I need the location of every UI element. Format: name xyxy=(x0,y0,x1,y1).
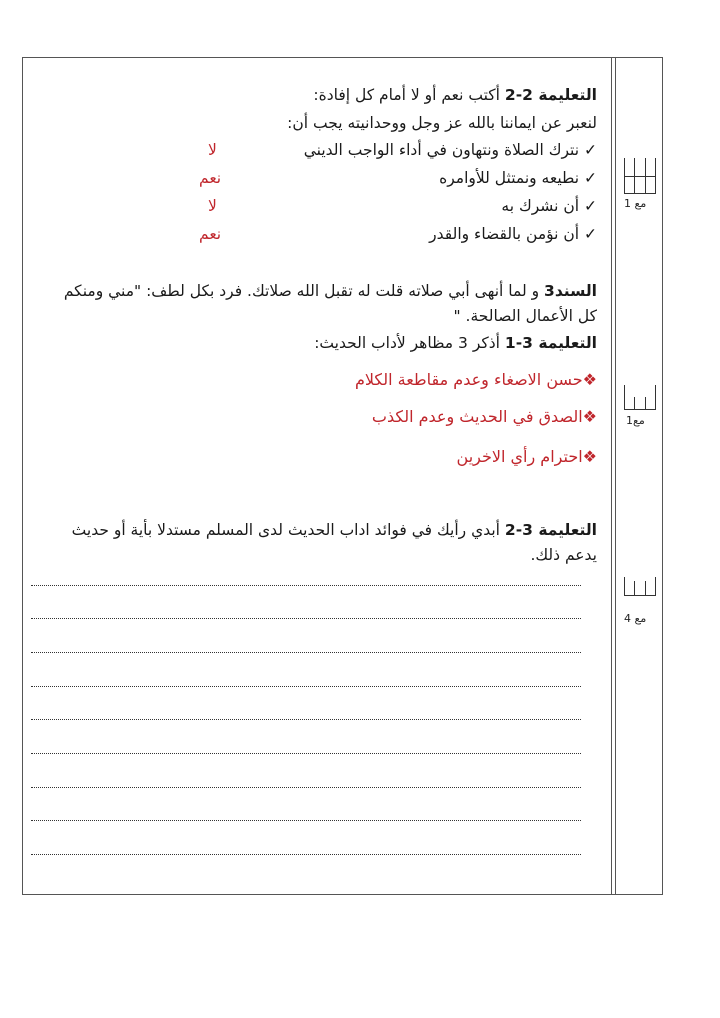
answer-line[interactable] xyxy=(31,686,581,687)
answer-line[interactable] xyxy=(31,719,581,720)
instruction-2-2-head: التعليمة 2-2 xyxy=(504,86,597,104)
statement-text: أن نشرك به xyxy=(501,197,580,215)
answer-line[interactable] xyxy=(31,652,581,653)
grade-label: مع1 xyxy=(626,414,645,427)
exam-frame xyxy=(22,57,663,895)
instruction-3-2-line1 xyxy=(72,521,597,539)
grade-boxes xyxy=(624,577,656,597)
handwritten-answer xyxy=(372,407,597,426)
instruction-2-2-intro: لنعبر عن ايماننا بالله عز وجل ووحدانيته يجب أن: xyxy=(287,114,597,132)
answer-3: احترام رأي الاخرين xyxy=(456,447,583,466)
grading-margin xyxy=(616,58,664,894)
statement-text: نترك الصلاة ونتهاون في أداء الواجب الديني xyxy=(303,141,580,159)
instruction-3-1 xyxy=(314,334,597,352)
margin-divider xyxy=(611,58,612,894)
exam-content xyxy=(23,58,611,894)
answer-line[interactable] xyxy=(31,787,581,788)
grade-label: مع 1 xyxy=(624,197,647,210)
instruction-3-2-line2: يدعم ذلك. xyxy=(530,546,597,564)
answer-text: لا xyxy=(208,141,217,159)
answer-line[interactable] xyxy=(31,820,581,821)
handwritten-answer xyxy=(457,447,597,466)
answer-line[interactable] xyxy=(31,618,581,619)
diamond-bullet-icon: ❖ xyxy=(582,407,597,426)
sanad-3-head: السند3 xyxy=(544,282,597,300)
sanad-3-text: و لما أنهى أبي صلاته قلت له تقبل الله صلاتك. فرد بكل لطف: "مني ومنكم xyxy=(63,282,545,300)
answer-2: الصدق في الحديث وعدم الكذب xyxy=(371,407,583,426)
statement-item xyxy=(304,141,597,159)
diamond-bullet-icon: ❖ xyxy=(582,370,597,389)
instruction-3-1-text: أذكر 3 مظاهر لأداب الحديث: xyxy=(314,334,505,352)
statement-item xyxy=(429,225,597,243)
statement-text: أن نؤمن بالقضاء والقدر xyxy=(429,225,580,243)
answer-line[interactable] xyxy=(31,753,581,754)
instruction-3-1-head: التعليمة 3-1 xyxy=(504,334,597,352)
answer-text: نعم xyxy=(199,225,222,243)
check-icon: ✓ xyxy=(584,169,597,187)
answer-text: نعم xyxy=(199,169,222,187)
instruction-2-2-text: أكتب نعم أو لا أمام كل إفادة: xyxy=(313,86,505,104)
statement-text: نطيعه ونمتثل للأوامره xyxy=(439,169,580,187)
grade-label: مع 4 xyxy=(624,612,647,625)
answer-line[interactable] xyxy=(31,854,581,855)
grade-boxes xyxy=(624,158,656,194)
diamond-bullet-icon: ❖ xyxy=(582,447,597,466)
answer-line[interactable] xyxy=(31,585,581,586)
answer-text: لا xyxy=(208,197,217,215)
sanad-3-line1 xyxy=(64,282,597,300)
sanad-3-line2: كل الأعمال الصالحة. " xyxy=(453,307,597,325)
statement-item xyxy=(439,169,597,187)
instruction-3-2-head: التعليمة 3-2 xyxy=(504,521,597,539)
instruction-2-2 xyxy=(313,86,597,104)
check-icon: ✓ xyxy=(584,197,597,215)
grade-boxes xyxy=(624,385,656,411)
answer-1: حسن الاصغاء وعدم مقاطعة الكلام xyxy=(354,370,583,389)
instruction-3-2-text: أبدي رأيك في فوائد اداب الحديث لدى المسلم مستدلا بأية أو حديث xyxy=(71,521,505,539)
handwritten-answer xyxy=(355,370,597,389)
check-icon: ✓ xyxy=(584,225,597,243)
statement-item xyxy=(501,197,597,215)
check-icon: ✓ xyxy=(584,141,597,159)
